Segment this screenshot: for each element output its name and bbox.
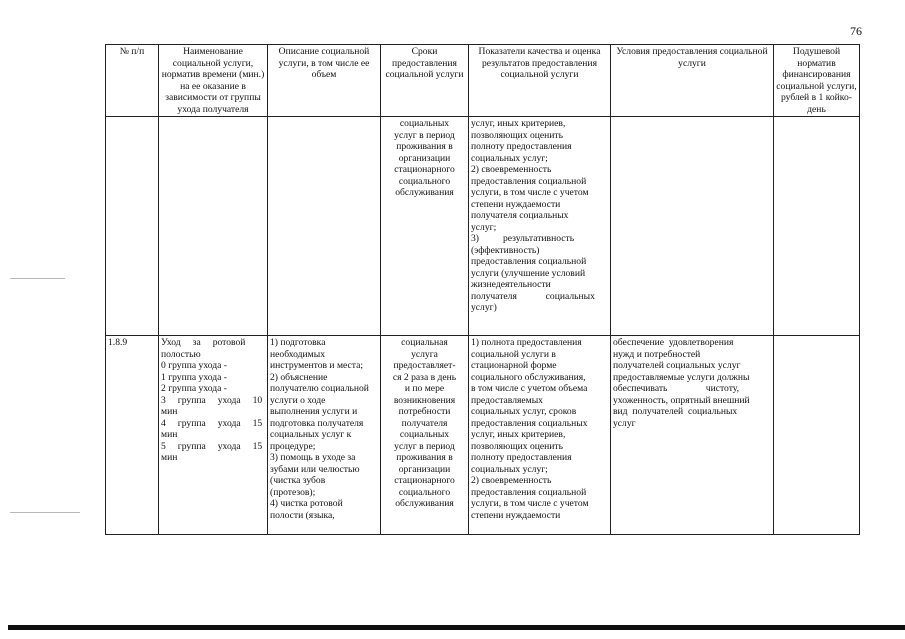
continuation-terms-cell [381,117,469,336]
cell-text-line: выполнения услуги и [270,406,358,417]
cell-text-line: социальных услуг; [471,463,548,475]
cell-text-line: проживания в [396,452,453,463]
cell-text-line: 2) объяснение [270,371,328,383]
services-table [105,44,860,535]
service-num-cell: 1.8.9 [106,336,159,535]
cell-text-line: полноту предоставления [471,452,572,463]
cell-text-line: 4 группа ухода 15 [161,417,263,429]
cell-text-line: услуг, иных критериев, [471,118,566,129]
header-terms: Сроки предоставления социальной услуги [381,45,469,117]
cell-text-line: мин [161,406,178,417]
cell-text-line: стационарного [394,164,455,175]
cell-text-line: предоставления социальной [471,175,587,187]
cell-text-line: социальных услуг, сроков [471,406,577,417]
cell-text-line: необходимых [270,348,325,360]
cell-text-line: ухоженность, опрятный внешний [613,394,750,406]
cell-text-line: позволяющих оценить [471,440,563,452]
cell-text-line: мин [161,429,178,440]
cell-text-line: услуг в период [394,129,455,141]
cell-text-line: социальных [399,118,450,129]
cell-text-line: получателю социальной [270,383,369,394]
header-financing: Подушевой норматив финансирования социальной услуги, рублей в 1 койко-день [774,45,860,117]
continuation-quality-cell [469,117,611,336]
cell-text-line: обслуживания [395,187,454,198]
cell-text-line: Уход за ротовой [161,337,246,348]
cell-text-line: предоставляемые услуги должны [613,371,750,383]
cell-text-line: стационарной форме [471,360,557,371]
cell-text-line: социального [398,175,451,187]
header-description: Описание социальной услуги, в том числе ее объем [268,45,381,117]
cell-text-line: (протезов); [270,486,316,498]
continuation-row [106,117,860,336]
cell-text-line: получателя социальных [471,210,569,221]
scan-margin-mark [10,512,80,513]
cell-text-line: (чистка зубов [270,475,326,486]
cell-text-line: предоставляет- [393,360,456,371]
cell-text-line: социальной услуги в [471,348,556,360]
cell-text-line: услуги (улучшение условий [471,267,586,279]
cell-text-line: услуги о ходе [270,394,326,406]
cell-text-line: услуг; [471,221,497,233]
cell-text-line: возникновения [393,394,456,406]
cell-text-line: 1 группа ухода - [161,371,228,383]
cell-text-line: социального обслуживания, [471,371,586,383]
cell-text-line: нужд и потребностей [613,348,701,360]
cell-text-line: 4) чистка ротовой [270,498,343,509]
page-number: 76 [850,24,862,38]
service-row-1-8-9 [106,336,860,535]
cell-text-line: вид получателей социальных [613,406,738,417]
cell-text-line: услуг, иных критериев, [471,429,566,440]
table-header-row [106,45,860,117]
continuation-conditions-cell [611,117,774,336]
cell-text-line: получателей социальных услуг [613,360,741,371]
cell-text-line: получателя социальных [471,290,595,302]
cell-text-line: степени нуждаемости [471,509,561,521]
cell-text-line: 3 группа ухода 10 [161,394,263,406]
cell-text-line: подготовка получателя [270,417,364,429]
cell-text-line: услуг) [471,302,497,313]
cell-text-line: услуг в период [394,440,455,452]
cell-text-line: социального [398,486,451,498]
cell-text-line: организации [398,463,451,475]
cell-text-line: социальных [399,429,450,440]
service-conditions-cell [611,336,774,535]
service-financing-cell [774,336,860,535]
cell-text-line: 1) полнота предоставления [471,337,582,348]
header-quality: Показатели качества и оценка результатов предоставления социальной услуги [469,45,611,117]
cell-text-line: предоставления социальных [471,417,588,429]
header-service-name: Наименование социальной услуги, норматив времени (мин.) на ее оказание в зависимости от группы ухода получателя [159,45,268,117]
scan-bottom-edge [8,625,905,630]
cell-text-line: услуг [613,417,636,429]
cell-text-line: инструментов и места; [270,360,364,371]
cell-text-line: обеспечивать чистоту, [613,383,740,394]
cell-text-line: предоставления социальной [471,486,587,498]
cell-text-line: 2 группа ухода - [161,383,228,394]
cell-text-line: полноту предоставления [471,141,572,152]
cell-text-line: стационарного [394,475,455,486]
cell-text-line: получателя [401,417,448,429]
cell-text-line: предоставления социальной [471,256,587,267]
cell-text-line: 0 группа ухода - [161,360,228,371]
cell-text-line: и по мере [404,383,445,394]
cell-text-line: мин [161,452,178,463]
cell-text-line: в том числе с учетом объема [471,383,588,394]
cell-text-line: 5 группа ухода 15 [161,440,263,452]
service-name-cell [159,336,268,535]
service-description-cell [268,336,381,535]
cell-text-line: предоставляемых [471,394,543,406]
cell-text-line: (эффективность) [471,244,540,256]
cell-text-line: услуги, в том числе с учетом [471,187,589,198]
cell-text-line: 2) своевременность [471,475,552,486]
continuation-financing-cell [774,117,860,336]
cell-text-line: 2) своевременность [471,164,552,175]
cell-text-line: социальных услуг; [471,152,548,164]
continuation-num-cell [106,117,159,336]
cell-text-line: степени нуждаемости [471,198,561,210]
cell-text-line: процедуре; [270,440,316,452]
cell-text-line: услуги, в том числе с учетом [471,498,589,509]
cell-text-line: полости (языка, [270,509,335,521]
cell-text-line: услуга [411,348,438,360]
scan-margin-mark [10,278,65,279]
service-terms-cell [381,336,469,535]
cell-text-line: обслуживания [395,498,454,509]
header-conditions: Условия предоставления социальной услуги [611,45,774,117]
continuation-name-cell [159,117,268,336]
cell-text-line: позволяющих оценить [471,129,563,141]
continuation-description-cell [268,117,381,336]
cell-text-line: социальная [401,337,448,348]
cell-text-line: зубами или челюстью [270,463,360,475]
cell-text-line: 1) подготовка [270,337,326,348]
cell-text-line: проживания в [396,141,453,152]
cell-text-line: 3) результативность [471,233,575,244]
cell-text-line: потребности [398,406,451,417]
header-num: № п/п [106,45,159,117]
cell-text-line: социальных услуг к [270,429,352,440]
cell-text-line: обеспечение удовлетворения [613,337,734,348]
cell-text-line: организации [398,152,451,164]
cell-text-line: ся 2 раза в день [392,371,457,383]
service-quality-cell [469,336,611,535]
cell-text-line: 3) помощь в уходе за [270,452,356,463]
cell-text-line: полостью [161,348,201,360]
cell-text-line: жизнедеятельности [471,279,551,290]
